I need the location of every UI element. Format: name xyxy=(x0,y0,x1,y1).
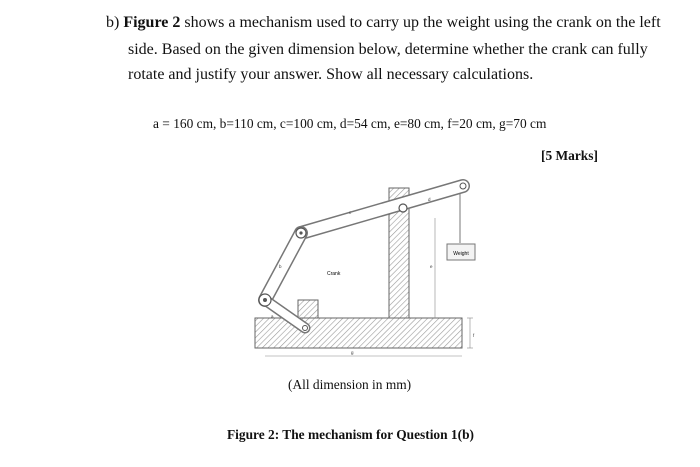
pivot-joint xyxy=(399,204,407,212)
pivot-center xyxy=(299,231,302,234)
mechanism-diagram xyxy=(245,178,495,363)
pivot-joint xyxy=(460,183,466,189)
question-line-2: side. Based on the given dimension below, determine whether the crank can fully xyxy=(128,41,648,58)
dim-label-b: b xyxy=(279,264,282,269)
ground-base xyxy=(255,300,462,348)
dim-label-d: d xyxy=(428,197,431,202)
weight-label: Weight xyxy=(453,251,469,257)
question-label: b) xyxy=(106,14,120,31)
dimension-list: a = 160 cm, b=110 cm, c=100 cm, d=54 cm, e=80 cm, f=20 cm, g=70 cm xyxy=(153,116,547,131)
dim-label-g: g xyxy=(351,350,354,355)
dimension-note: (All dimension in mm) xyxy=(288,377,412,392)
question-line-1-text: shows a mechanism used to carry up the weight using the crank on the left xyxy=(180,14,661,31)
question-line-1 xyxy=(106,14,661,32)
crank-label: Crank xyxy=(327,271,341,277)
dim-label-f: f xyxy=(473,333,475,338)
question-line-3: rotate and justify your answer. Show all necessary calculations. xyxy=(128,66,534,83)
mechanism-figure xyxy=(245,178,495,363)
dim-label-c: c xyxy=(349,210,352,215)
dim-label-a: a xyxy=(271,314,274,319)
figure-reference: Figure 2 xyxy=(123,14,181,31)
figure-caption: Figure 2: The mechanism for Question 1(b) xyxy=(227,427,474,442)
weight-block xyxy=(447,244,475,260)
dim-label-e: e xyxy=(430,264,433,269)
pivot-joint xyxy=(303,326,308,331)
marks-label: [5 Marks] xyxy=(541,148,598,163)
pivot-center xyxy=(263,298,267,302)
rocker-link xyxy=(265,233,301,300)
coupler-link xyxy=(301,186,463,233)
